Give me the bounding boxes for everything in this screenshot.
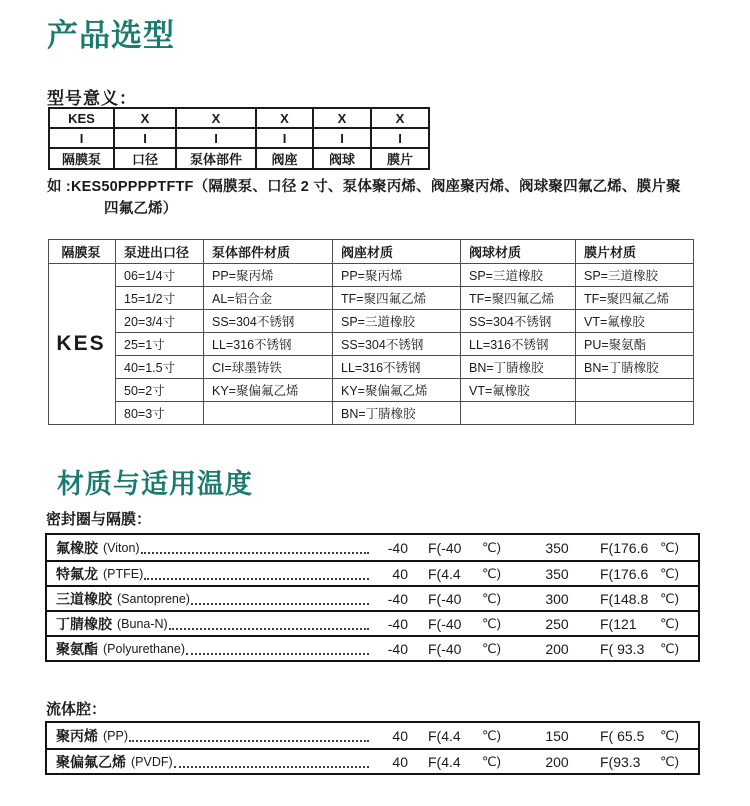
cell: PP=聚丙烯 [333,264,461,287]
material-name-cn: 三道橡胶 [56,590,112,607]
model-cell: I [256,128,313,148]
fluid-temperature-table [45,721,700,775]
high-temp-c: F(93.3 [600,753,641,770]
model-cell: X [114,108,176,128]
cell: TF=聚四氟乙烯 [461,287,576,310]
col-header-seat-material: 阀座材质 [333,240,461,264]
model-cell: 膜片 [371,148,429,169]
celsius-unit: ℃) [482,753,501,769]
low-temp-f: -40 [387,590,408,607]
model-cell: 隔膜泵 [49,148,114,169]
model-cell: X [371,108,429,128]
high-temp-f: 150 [545,727,569,744]
high-temp-c: F(148.8 [600,590,649,607]
model-cell: I [114,128,176,148]
dotted-leader [141,542,369,554]
cell [461,402,576,425]
model-cell: I [313,128,371,148]
cell: KY=聚偏氟乙烯 [333,379,461,402]
col-header-pump: 隔膜泵 [49,240,116,264]
model-cell: I [49,128,114,148]
material-name-cn: 氟橡胶 [56,539,98,556]
high-temp-c: F(121 [600,615,637,632]
model-example-text: 如 :KES50PPPPTFTF（隔膜泵、口径 2 寸、泵体聚丙烯、阀座聚丙烯、阀球聚四氟乙烯、膜片聚四氟乙烯） [47,179,681,217]
selection-row [49,379,694,402]
selection-row [49,310,694,333]
celsius-unit: ℃) [482,727,501,743]
material-name-cn: 聚丙烯 [56,727,98,744]
model-cell: 阀球 [313,148,371,169]
low-temp-c: F(-40 [428,615,462,632]
model-cell: X [256,108,313,128]
model-code-table [48,107,430,170]
cell: LL=316不锈钢 [204,333,333,356]
material-name-cn: 特氟龙 [56,565,98,582]
cell: SP=三道橡胶 [576,264,694,287]
material-name-en: (PTFE) [103,566,144,581]
cell: 25=1寸 [116,333,204,356]
celsius-unit: ℃) [482,615,501,631]
material-name-cn: 聚氨酯 [56,640,98,657]
selection-row [49,264,694,287]
model-cell: KES [49,108,114,128]
cell: SS=304不锈钢 [333,333,461,356]
celsius-unit: ℃) [660,539,679,555]
model-cell: 阀座 [256,148,313,169]
cell: 06=1/4寸 [116,264,204,287]
selection-row [49,356,694,379]
cell [576,402,694,425]
col-header-diaphragm-material: 膜片材质 [576,240,694,264]
celsius-unit: ℃) [482,565,501,581]
cell: SP=三道橡胶 [333,310,461,333]
cell: 15=1/2寸 [116,287,204,310]
model-cell: 口径 [114,148,176,169]
dotted-leader [191,593,369,605]
low-temp-f: -40 [387,539,408,556]
low-temp-f: 40 [392,753,408,770]
temp-row [47,560,698,585]
celsius-unit: ℃) [660,615,679,631]
cell: BN=丁腈橡胶 [576,356,694,379]
low-temp-c: F(-40 [428,539,462,556]
cell: SS=304不锈钢 [461,310,576,333]
low-temp-c: F(-40 [428,640,462,657]
material-name-cn: 聚偏氟乙烯 [56,753,126,770]
seal-diaphragm-label: 密封圈与隔膜： [46,511,152,528]
model-code-row [49,108,429,128]
celsius-unit: ℃) [660,753,679,769]
model-meaning-row [49,148,429,169]
page-title: 产品选型 [47,18,175,53]
cell: 80=3寸 [116,402,204,425]
cell: CI=球墨铸铁 [204,356,333,379]
celsius-unit: ℃) [660,565,679,581]
section-title-materials-temperature: 材质与适用温度 [57,469,253,499]
high-temp-f: 350 [545,539,569,556]
dotted-leader [186,643,369,655]
low-temp-c: F(4.4 [428,753,461,770]
celsius-unit: ℃) [660,640,679,656]
material-name-en: (Polyurethane) [103,641,185,656]
cell: AL=铝合金 [204,287,333,310]
col-header-port-size: 泵进出口径 [116,240,204,264]
celsius-unit: ℃) [482,539,501,555]
temp-row [47,610,698,635]
high-temp-f: 350 [545,565,569,582]
dotted-leader [144,568,369,580]
model-cell: X [176,108,256,128]
material-name-cn: 丁腈橡胶 [56,615,112,632]
cell: BN=丁腈橡胶 [333,402,461,425]
model-cell: I [371,128,429,148]
cell: SP=三道橡胶 [461,264,576,287]
temp-row [47,635,698,660]
cell: 20=3/4寸 [116,310,204,333]
selection-row [49,402,694,425]
cell: 50=2寸 [116,379,204,402]
cell: SS=304不锈钢 [204,310,333,333]
high-temp-f: 200 [545,753,569,770]
model-connector-row [49,128,429,148]
col-header-body-material: 泵体部件材质 [204,240,333,264]
celsius-unit: ℃) [482,640,501,656]
low-temp-f: -40 [387,640,408,657]
material-name-en: (Santoprene) [117,591,190,606]
cell: KY=聚偏氟乙烯 [204,379,333,402]
selection-table [48,239,694,425]
temp-row [47,748,698,773]
cell: TF=聚四氟乙烯 [333,287,461,310]
high-temp-f: 200 [545,640,569,657]
temp-row [47,585,698,610]
high-temp-c: F(176.6 [600,539,649,556]
low-temp-c: F(4.4 [428,727,461,744]
celsius-unit: ℃) [660,590,679,606]
material-name-en: (Buna-N) [117,616,168,631]
low-temp-f: 40 [392,565,408,582]
cell: 40=1.5寸 [116,356,204,379]
cell: VT=氟橡胶 [576,310,694,333]
cell: PU=聚氨酯 [576,333,694,356]
temp-row [47,723,698,748]
low-temp-f: -40 [387,615,408,632]
cell: BN=丁腈橡胶 [461,356,576,379]
high-temp-c: F( 65.5 [600,727,645,744]
low-temp-c: F(4.4 [428,565,461,582]
low-temp-c: F(-40 [428,590,462,607]
model-cell: X [313,108,371,128]
model-cell: 泵体部件 [176,148,256,169]
selection-row [49,287,694,310]
dotted-leader [169,618,369,630]
fluid-chamber-label: 流体腔： [46,701,107,718]
dotted-leader [129,730,369,742]
dotted-leader [174,756,369,768]
celsius-unit: ℃) [660,727,679,743]
cell [204,402,333,425]
selection-row [49,333,694,356]
model-meaning-label: 型号意义： [47,89,137,108]
high-temp-c: F(176.6 [600,565,649,582]
model-cell: I [176,128,256,148]
col-header-ball-material: 阀球材质 [461,240,576,264]
cell: VT=氟橡胶 [461,379,576,402]
cell: PP=聚丙烯 [204,264,333,287]
material-name-en: (PP) [103,728,128,743]
cell: LL=316不锈钢 [333,356,461,379]
cell: LL=316不锈钢 [461,333,576,356]
selection-header-row [49,240,694,264]
high-temp-f: 300 [545,590,569,607]
high-temp-c: F( 93.3 [600,640,645,657]
series-code-cell: KES [49,264,116,425]
seal-temperature-table [45,533,700,662]
cell [576,379,694,402]
cell: TF=聚四氟乙烯 [576,287,694,310]
material-name-en: (Viton) [103,540,140,555]
low-temp-f: 40 [392,727,408,744]
material-name-en: (PVDF) [131,754,173,769]
temp-row [47,535,698,560]
celsius-unit: ℃) [482,590,501,606]
high-temp-f: 250 [545,615,569,632]
